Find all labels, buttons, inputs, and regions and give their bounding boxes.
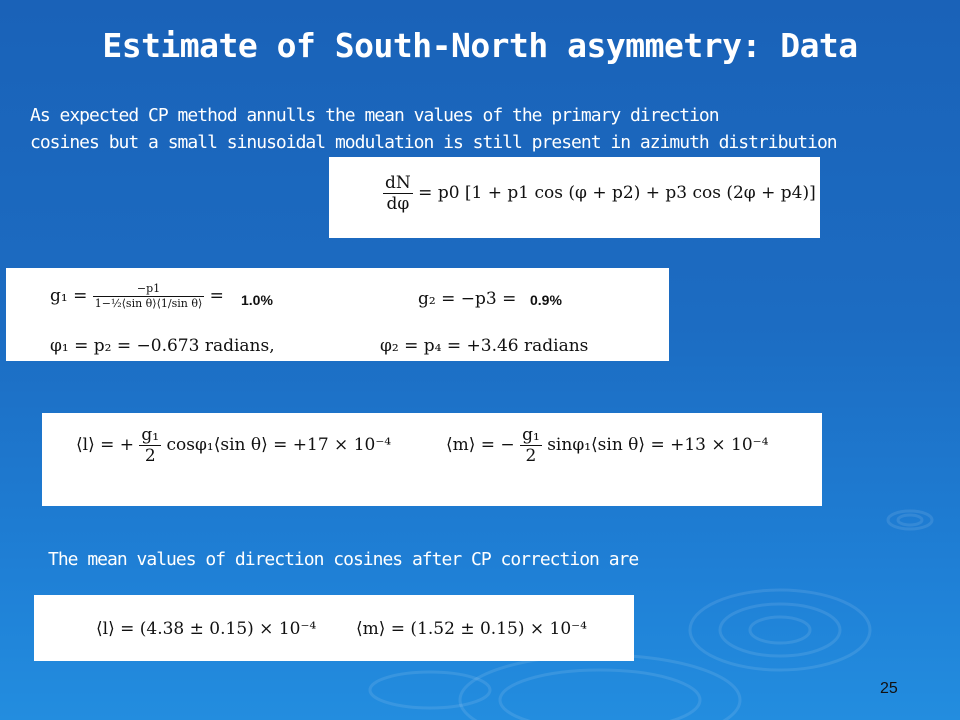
mean-cosines-box (42, 413, 822, 506)
m-fraction: $\frac{\text{g₁}}{2}$ (522, 425, 540, 466)
fit-formula (383, 173, 816, 214)
fit-rhs: = p0 [1 + p1 cos (φ + p2) + p3 cos (2φ + p4)] (418, 183, 816, 203)
l-formula: ⟨l⟩ = + $\frac{\text{g₁}}{2}$ cosφ₁⟨sin θ⟩ = +17 × 10⁻⁴ (76, 425, 392, 466)
m-formula: ⟨m⟩ = − $\frac{\text{g₁}}{2}$ sinφ₁⟨sin θ⟩ = +13 × 10⁻⁴ (446, 425, 769, 466)
results-box (34, 595, 634, 661)
g1-value: 1.0% (241, 292, 273, 308)
fit-formula-box (329, 157, 820, 238)
intro-text (30, 102, 950, 156)
page-number: 25 (880, 680, 898, 697)
parameters-box (6, 268, 669, 361)
l-result: ⟨l⟩ = (4.38 ± 0.15) × 10⁻⁴ (96, 619, 317, 639)
g1-fraction: $\frac{-p1}{\text{1−½⟨sin θ⟩⟨1/sin θ⟩}}$ (94, 282, 203, 310)
intro-line-2: cosines but a small sinusoidal modulation is still present in azimuth distribution (30, 132, 837, 153)
m-result: ⟨m⟩ = (1.52 ± 0.15) × 10⁻⁴ (356, 619, 587, 639)
phi1-formula: φ₁ = p₂ = −0.673 radians, (50, 336, 275, 356)
dn-dphi-fraction: $\frac{dN}{d\varphi}$ (385, 173, 411, 214)
l-fraction: $\frac{\text{g₁}}{2}$ (141, 425, 160, 466)
g2-value: 0.9% (530, 292, 562, 308)
slide-title: Estimate of South-North asymmetry: Data (102, 26, 858, 65)
phi2-formula: φ₂ = p₄ = +3.46 radians (380, 336, 589, 356)
result-note: The mean values of direction cosines after CP correction are (48, 549, 639, 570)
intro-line-1: As expected CP method annulls the mean values of the primary direction (30, 105, 719, 126)
g1-formula: g₁ = $\frac{-p1}{\text{1−½⟨sin θ⟩⟨1/sin θ⟩}}$ = (50, 282, 224, 310)
g2-formula: g₂ = −p3 = (418, 289, 517, 309)
